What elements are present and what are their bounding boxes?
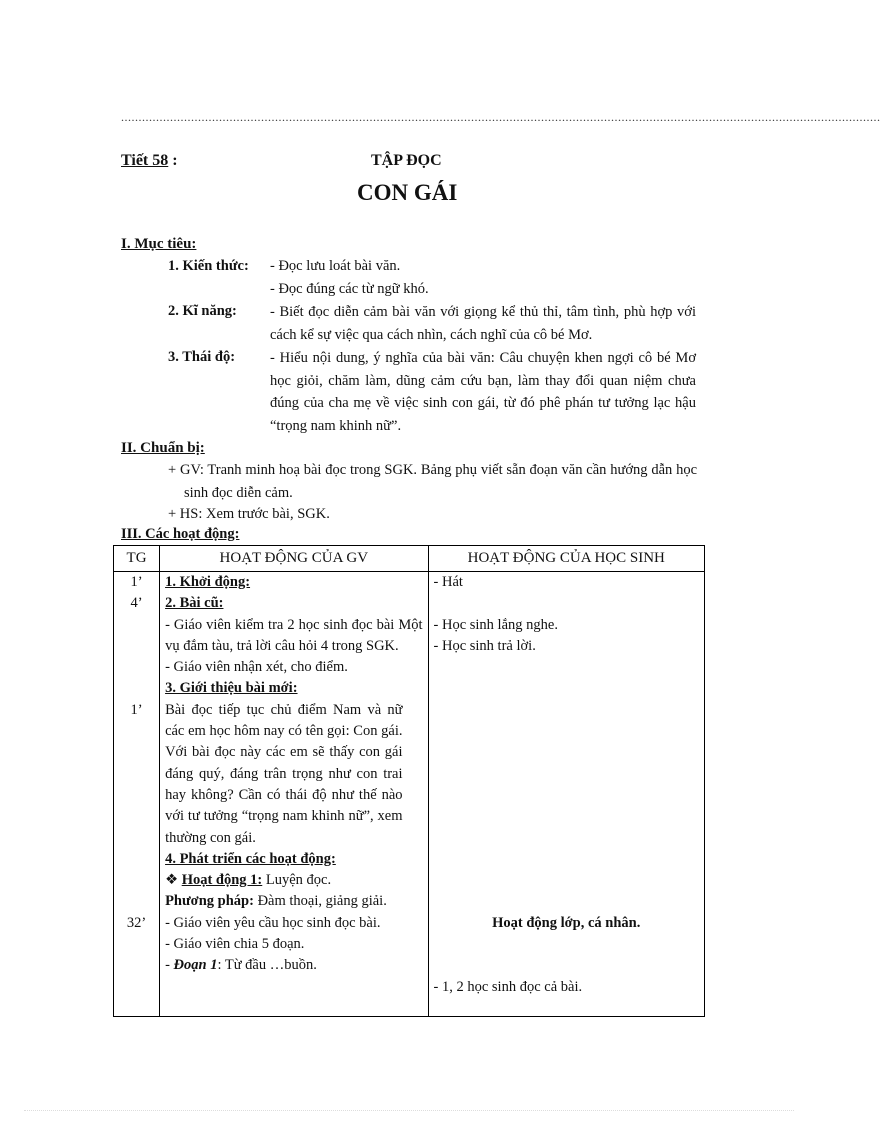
- preparation-teacher: [168, 459, 697, 504]
- skills-label: 2. Kĩ năng:: [168, 303, 237, 319]
- knowledge-label: 1. Kiến thức:: [168, 258, 249, 274]
- attitude-text: - Hiểu nội dung, ý nghĩa của bài văn: Câu chuyện khen ngợi cô bé Mơ học giỏi, chăm làm, dũng cảm cứu bạn, làm thay đổi quan niệm chưa đúng của cha mẹ về việc sinh con gái, từ đó phê phán tư tưởng lạc hậu “trọng nam khinh nữ”.: [270, 350, 696, 434]
- lesson-number-suffix: :: [168, 152, 178, 169]
- column-header-tg: TG: [114, 546, 160, 572]
- preparation-heading: II. Chuẩn bị:: [121, 440, 205, 456]
- teacher-step: - Giáo viên yêu cầu học sinh đọc bài.: [165, 914, 381, 931]
- teacher-step: - Giáo viên chia 5 đoạn.: [165, 936, 305, 953]
- student-activity: - Học sinh trả lời.: [433, 637, 536, 654]
- new-lesson-text: Bài đọc tiếp tục chủ điểm Nam và nữ các em học hôm nay có tên gọi: Con gái. Với bài đọc này các em sẽ thấy con gái đáng quý, đáng trân trọng như con trai hay không? Cần có thái độ như thế nào với tư tưởng “trọng nam khinh nữ”, xem thường con gái.: [165, 701, 403, 846]
- diamond-bullet-icon: ❖: [165, 872, 179, 889]
- knowledge-item: - Đọc đúng các từ ngữ khó.: [270, 281, 429, 297]
- tg-value: 32’: [126, 914, 147, 931]
- student-activity: - 1, 2 học sinh đọc cả bài.: [433, 978, 583, 995]
- objectives-heading: I. Mục tiêu:: [121, 236, 197, 252]
- tg-value: 4’: [130, 595, 143, 612]
- skills-text: - Biết đọc diễn cảm bài văn với giọng kể thủ thỉ, tâm tình, phù hợp với cách kể sự việc qua cách nhìn, cách nghĩ của cô bé Mơ.: [270, 304, 696, 343]
- top-dotted-rule: .........................................................................................................................................................................................................................: [121, 110, 881, 124]
- preparation-teacher-text: + GV: Tranh minh hoạ bài đọc trong SGK. Bảng phụ viết sẵn đoạn văn cần hướng dẫn học sinh đọc diễn cảm.: [168, 462, 697, 501]
- student-activity: - Học sinh lắng nghe.: [433, 616, 558, 633]
- teacher-check-text: - Giáo viên kiểm tra 2 học sinh đọc bài Một vụ đắm tàu, trả lời câu hỏi 4 trong SGK.: [165, 616, 423, 654]
- table-header-row: [114, 546, 705, 572]
- method-text: Đàm thoại, giảng giải.: [253, 893, 387, 910]
- knowledge-item: - Đọc lưu loát bài văn.: [270, 258, 401, 274]
- activity-1-text: Luyện đọc.: [262, 872, 332, 889]
- column-header-hs: HOẠT ĐỘNG CỦA HỌC SINH: [428, 546, 704, 572]
- paragraph-prefix: -: [165, 957, 174, 974]
- student-group-activity: Hoạt động lớp, cá nhân.: [492, 914, 641, 931]
- activities-table: [113, 545, 705, 1017]
- preparation-student: + HS: Xem trước bài, SGK.: [168, 506, 330, 522]
- step-old-lesson: 2. Bài cũ:: [165, 595, 224, 612]
- student-activities-cell: [428, 572, 704, 1017]
- subject-heading: TẬP ĐỌC: [371, 152, 442, 169]
- step-new-lesson: 3. Giới thiệu bài mới:: [165, 680, 298, 697]
- step-startup: 1. Khởi động:: [165, 574, 251, 590]
- teacher-activities-cell: [160, 572, 428, 1017]
- lesson-number: [121, 152, 178, 170]
- tg-value: 1’: [130, 701, 143, 718]
- teacher-comment-text: - Giáo viên nhận xét, cho điểm.: [165, 659, 348, 676]
- student-activity: - Hát: [433, 574, 463, 590]
- activity-1-label: Hoạt động 1:: [181, 872, 263, 889]
- table-row: [114, 572, 705, 1017]
- lesson-title: CON GÁI: [357, 180, 458, 205]
- lesson-number-text: Tiết 58: [121, 152, 169, 169]
- tg-cell: [114, 572, 160, 1017]
- paragraph-1-label: Đoạn 1: [173, 957, 218, 974]
- bottom-dotted-rule: [24, 1110, 794, 1113]
- paragraph-1-text: : Từ đầu …buồn.: [217, 957, 317, 974]
- attitude-label: 3. Thái độ:: [168, 349, 236, 365]
- column-header-gv: HOẠT ĐỘNG CỦA GV: [160, 546, 428, 572]
- tg-value: 1’: [130, 574, 143, 590]
- step-develop: 4. Phát triển các hoạt động:: [165, 850, 336, 867]
- activities-heading: III. Các hoạt động:: [121, 526, 240, 542]
- method-label: Phương pháp:: [165, 893, 254, 910]
